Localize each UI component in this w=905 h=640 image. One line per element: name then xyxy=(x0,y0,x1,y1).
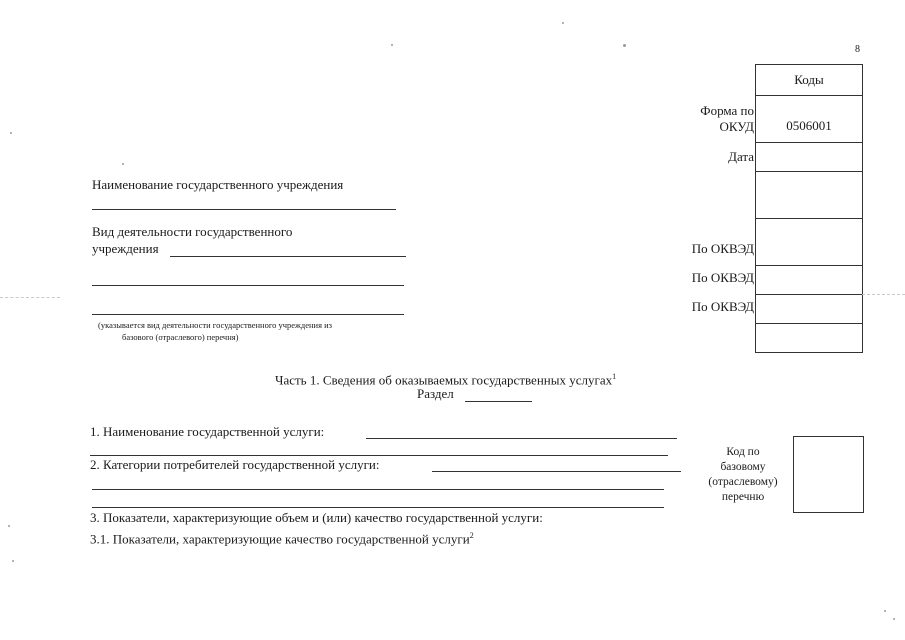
indicators-label: 3. Показатели, характеризующие объем и (или) качество государственной услуги: xyxy=(90,510,543,525)
activity-label-line1: Вид деятельности государственного xyxy=(92,224,293,239)
section-label: Раздел xyxy=(417,386,454,401)
code-label-line-4: перечню xyxy=(721,491,765,503)
date-label: Дата xyxy=(728,149,754,164)
base-list-code-box xyxy=(793,436,864,513)
activity-line-1 xyxy=(170,256,406,257)
activity-line-3 xyxy=(92,314,404,315)
scan-speck xyxy=(562,22,564,24)
okved-code-1 xyxy=(756,218,862,265)
part-title-footnote: 1 xyxy=(612,372,617,381)
empty-code-row xyxy=(756,323,862,352)
section-line xyxy=(465,401,532,402)
scan-speck xyxy=(12,560,14,562)
quality-label-text: 3.1. Показатели, характеризующие качество государственной услуги xyxy=(90,531,470,547)
forma-po-label: Форма по xyxy=(700,103,754,118)
codes-table xyxy=(755,64,863,353)
scan-speck xyxy=(122,163,124,165)
activity-note-line2: базового (отраслевого) перечня) xyxy=(122,332,239,342)
scan-speck xyxy=(8,525,10,527)
scan-mark-left xyxy=(0,297,60,298)
activity-note-line1: (указывается вид деятельности государственного учреждения из xyxy=(98,320,333,330)
okved-code-3 xyxy=(756,294,862,323)
code-label-line-2: базовому xyxy=(720,461,766,473)
institution-name-line xyxy=(92,209,396,210)
okved-code-2 xyxy=(756,265,862,294)
scan-speck xyxy=(884,610,886,612)
blank-code xyxy=(756,171,862,218)
okved-label-2: По ОКВЭД xyxy=(691,270,754,285)
consumers-line-3 xyxy=(92,507,664,508)
code-label-line-3: (отраслевому) xyxy=(708,476,778,488)
scan-speck xyxy=(623,44,626,47)
page-number: 8 xyxy=(855,44,860,55)
consumers-line-2 xyxy=(92,489,664,490)
scan-speck xyxy=(893,618,895,620)
service-name-label: 1. Наименование государственной услуги: xyxy=(90,424,325,439)
scan-speck xyxy=(10,132,12,134)
okud-code: 0506001 xyxy=(756,95,862,142)
okved-label-1: По ОКВЭД xyxy=(691,241,754,256)
institution-name-label: Наименование государственного учреждения xyxy=(92,177,344,192)
scan-speck xyxy=(391,44,393,46)
service-name-line xyxy=(366,438,677,439)
service-name-line-2 xyxy=(90,455,668,456)
activity-line-2 xyxy=(92,285,404,286)
consumers-line-1 xyxy=(432,471,681,472)
okved-label-3: По ОКВЭД xyxy=(691,299,754,314)
consumers-label: 2. Категории потребителей государственной услуги: xyxy=(90,457,380,472)
codes-header: Коды xyxy=(794,72,824,87)
quality-footnote: 2 xyxy=(469,531,474,540)
base-list-code-label xyxy=(698,445,788,505)
okud-label: ОКУД xyxy=(719,119,754,134)
code-label-line-1: Код по xyxy=(726,446,760,458)
activity-label-line2: учреждения xyxy=(92,241,159,256)
date-code xyxy=(756,142,862,171)
scan-mark-right xyxy=(862,294,905,295)
part-title-text: Часть 1. Сведения об оказываемых государственных услугах xyxy=(275,372,613,388)
quality-label xyxy=(90,528,474,547)
